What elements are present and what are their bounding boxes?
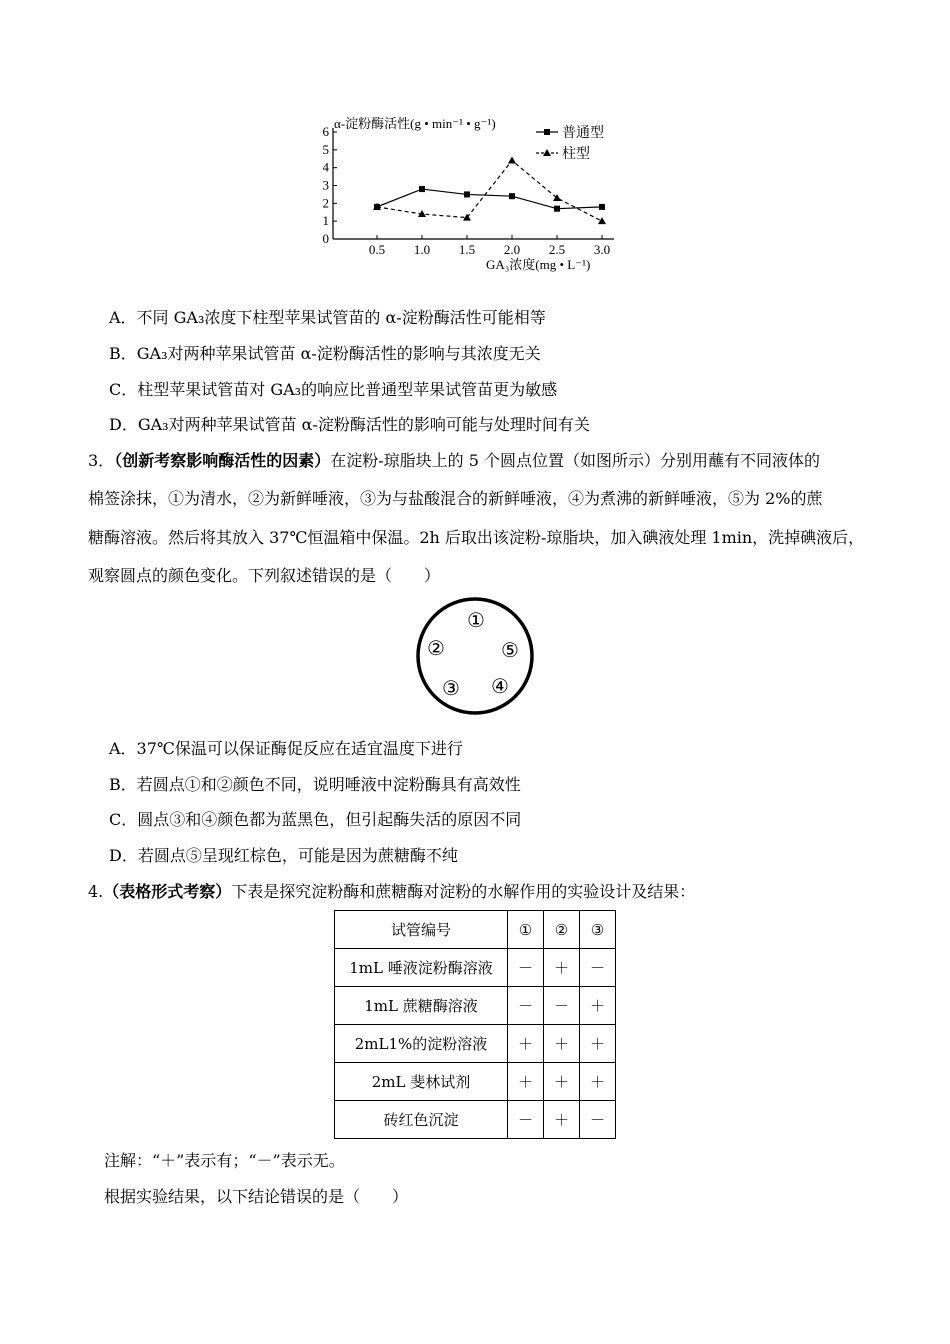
q3-stem-line-3: 糖酶溶液。然后将其放入 37℃恒温箱中保温。2h 后取出该淀粉-琼脂块，加入碘液处理 1min，洗掉碘液后， (88, 528, 865, 547)
chart-axes (333, 128, 614, 239)
y-tick-label: 4 (322, 159, 329, 175)
series-line-1 (377, 189, 602, 209)
y-tick-label: 1 (322, 213, 329, 229)
y-tick-label: 6 (322, 124, 329, 139)
table-cell: 2mL1%的淀粉溶液 (335, 1025, 508, 1063)
q2-option-b: B．GA₃对两种苹果试管苗 α-淀粉酶活性的影响与其浓度无关 (109, 344, 541, 363)
q3-stem-line-2: 棉签涂抹，①为清水，②为新鲜唾液，③为与盐酸混合的新鲜唾液，④为煮沸的新鲜唾液，⑤为 2%的蔗 (88, 489, 823, 508)
x-tick-label: 3.0 (593, 242, 611, 257)
chart-legend (536, 124, 604, 162)
table-cell: 2mL 斐林试剂 (335, 1063, 508, 1101)
x-tick-label: 1.5 (458, 242, 476, 257)
table-cell: ＋ (508, 1063, 544, 1101)
legend-label: 普通型 (562, 126, 604, 141)
table-cell: － (508, 949, 544, 987)
data-point-square (509, 193, 515, 199)
chart-series (373, 157, 606, 225)
table-cell: ＋ (544, 1063, 580, 1101)
table-row (335, 1025, 616, 1063)
table-cell: 1mL 蔗糖酶溶液 (335, 987, 508, 1025)
q4-question: 根据实验结果，以下结论错误的是（ ） (104, 1187, 409, 1206)
data-point-square (419, 186, 425, 192)
q4-number: 4. (88, 882, 104, 901)
chart-y-axis-label: α-淀粉酶活性(g • min⁻¹ • g⁻¹) (334, 116, 496, 131)
table-row (335, 949, 616, 987)
spot-1-label: ① (467, 608, 485, 632)
q3-text-1: 在淀粉-琼脂块上的 5 个圆点位置（如图所示）分别用蘸有不同液体的 (330, 451, 820, 470)
table-cell: 1mL 唾液淀粉酶溶液 (335, 949, 508, 987)
y-tick-label: 2 (322, 195, 329, 211)
table-cell: ＋ (580, 987, 616, 1025)
agar-block-figure (415, 596, 535, 716)
y-tick-label: 5 (322, 141, 329, 157)
legend-marker-triangle (543, 149, 551, 156)
q2-option-c: C．柱型苹果试管苗对 GA₃的响应比普通型苹果试管苗更为敏感 (109, 380, 558, 399)
q3-option-c: C．圆点③和④颜色都为蓝黑色，但引起酶失活的原因不同 (109, 810, 522, 829)
x-tick-label: 2.0 (503, 242, 521, 257)
spot-2-label: ② (427, 636, 445, 660)
table-cell: － (580, 949, 616, 987)
legend-marker-square (544, 129, 550, 135)
experiment-table (334, 910, 616, 1139)
y-tick-label: 0 (322, 231, 329, 246)
spot-4-label: ④ (491, 674, 509, 698)
legend-label: 柱型 (562, 147, 590, 162)
q3-option-b: B．若圆点①和②颜色不同，说明唾液中淀粉酶具有高效性 (109, 775, 521, 794)
enzyme-activity-chart (300, 108, 630, 278)
table-header-row (335, 911, 616, 949)
chart-x-axis-label: GA₃浓度(mg • L⁻¹) (486, 257, 591, 272)
table-cell: － (508, 987, 544, 1025)
q2-option-d: D．GA₃对两种苹果试管苗 α-淀粉酶活性的影响可能与处理时间有关 (109, 415, 590, 434)
q3-stem-line-1 (88, 448, 820, 471)
table-cell: 砖红色沉淀 (335, 1101, 508, 1139)
table-cell: ＋ (544, 1101, 580, 1139)
table-cell: ＋ (508, 1025, 544, 1063)
q3-option-a: A．37℃保温可以保证酶促反应在适宜温度下进行 (109, 739, 463, 758)
x-tick-label: 2.5 (548, 242, 566, 257)
x-tick-label: 1.0 (413, 242, 431, 257)
table-cell: － (508, 1101, 544, 1139)
table-row (335, 1101, 616, 1139)
series-line-2 (377, 161, 602, 222)
table-cell: ＋ (544, 1025, 580, 1063)
table-header-cell: ② (544, 911, 580, 949)
data-point-triangle (508, 157, 516, 164)
data-point-square (599, 204, 605, 210)
data-point-square (554, 206, 560, 212)
x-tick-label: 0.5 (368, 242, 386, 257)
q3-stem-line-4: 观察圆点的颜色变化。下列叙述错误的是（ ） (88, 566, 441, 585)
table-header-cell: ① (508, 911, 544, 949)
data-point-square (464, 191, 470, 197)
q4-stem (88, 879, 695, 902)
q4-intro: 下表是探究淀粉酶和蔗糖酶对淀粉的水解作用的实验设计及结果： (231, 882, 696, 901)
q3-tag: （创新考察影响酶活性的因素） (114, 451, 331, 470)
q2-option-a: A．不同 GA₃浓度下柱型苹果试管苗的 α-淀粉酶活性可能相等 (109, 308, 546, 327)
spot-5-label: ⑤ (501, 638, 519, 662)
table-cell: ＋ (580, 1063, 616, 1101)
table-cell: － (544, 987, 580, 1025)
q4-tag: （表格形式考察） (103, 882, 232, 901)
table-row (335, 987, 616, 1025)
data-point-triangle (598, 217, 606, 224)
table-header-cell: ③ (580, 911, 616, 949)
table-cell: ＋ (544, 949, 580, 987)
chart-ticks (323, 124, 611, 257)
q3-number: 3． (88, 451, 115, 470)
y-tick-label: 3 (322, 177, 329, 193)
q4-note: 注解：“＋”表示有；“－”表示无。 (104, 1151, 345, 1170)
table-cell: ＋ (580, 1025, 616, 1063)
table-cell: － (580, 1101, 616, 1139)
table-row (335, 1063, 616, 1101)
q3-option-d: D．若圆点⑤呈现红棕色，可能是因为蔗糖酶不纯 (109, 846, 458, 865)
table-header-cell: 试管编号 (335, 911, 508, 949)
spot-3-label: ③ (442, 676, 460, 700)
